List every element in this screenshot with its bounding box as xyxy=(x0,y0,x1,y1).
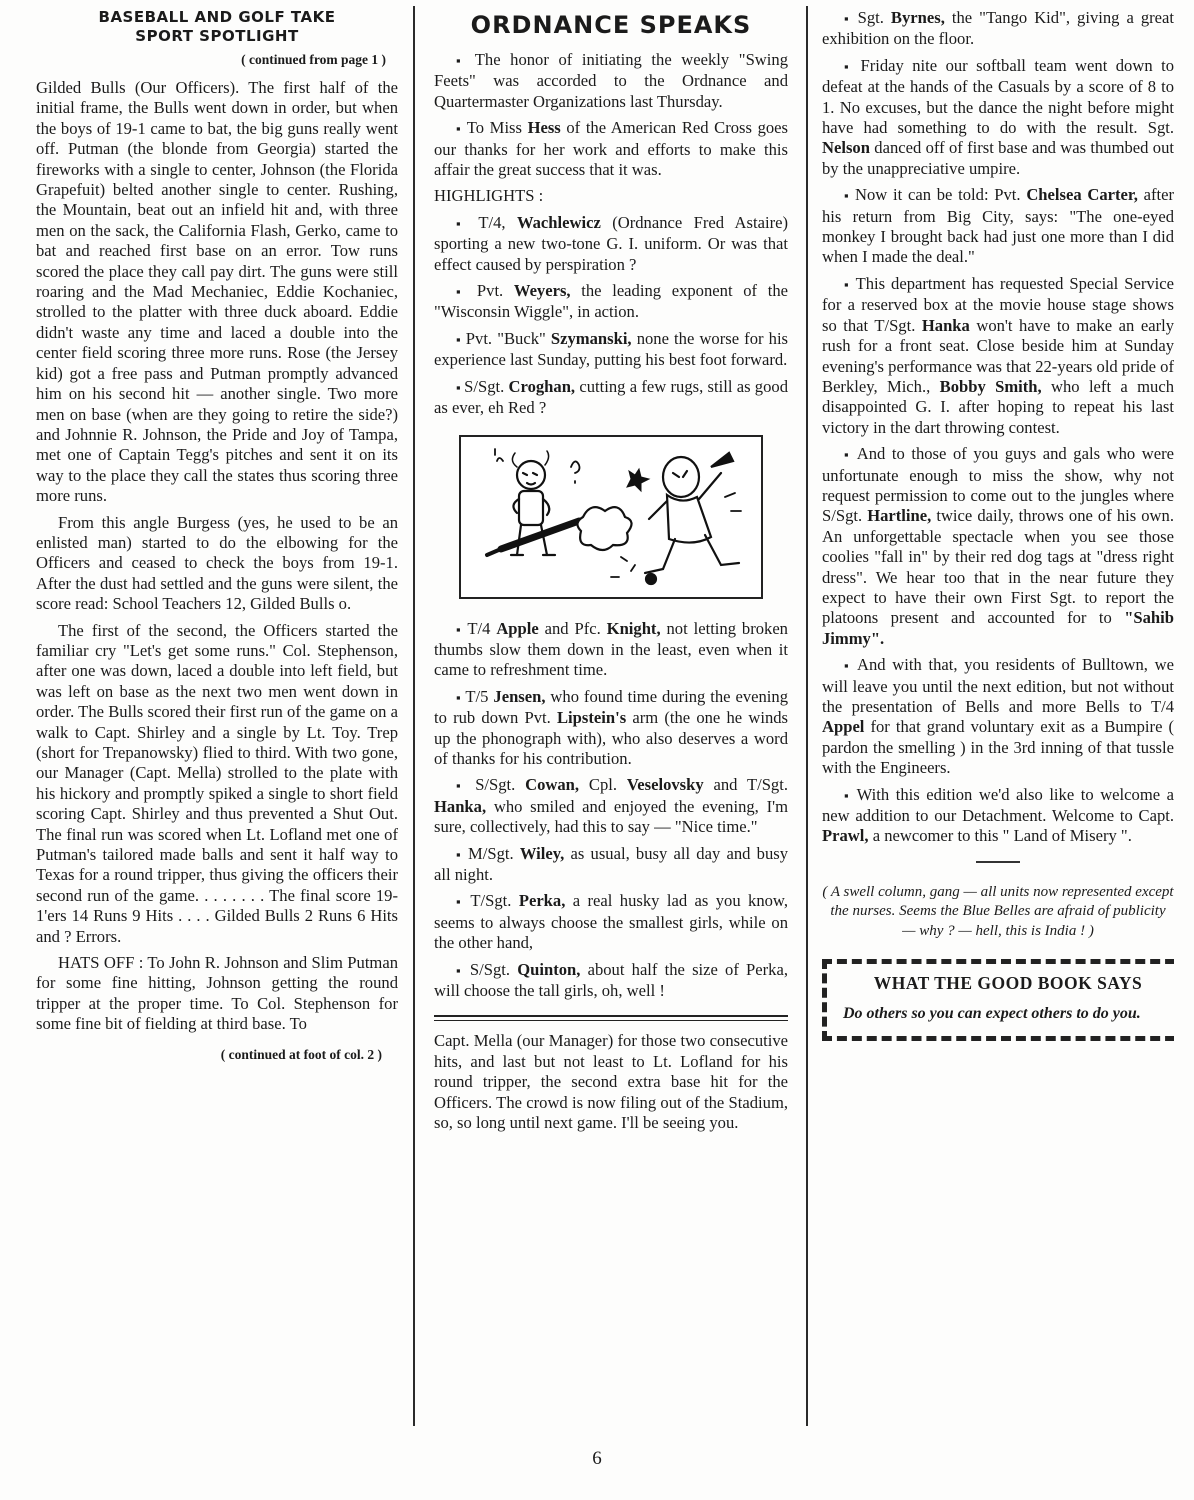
page-number: 6 xyxy=(592,1448,602,1469)
double-rule xyxy=(434,1015,788,1021)
article-paragraph: ▪ And with that, you residents of Bulltown, we will leave you until the next edition, but not without the presentation of Bells and more Bells to T/4 Appel for that grand voluntary exit as a Bumpire ( pardon the smelling ) in the 3rd inning of that tussle with the Engineers. xyxy=(822,655,1174,778)
article-paragraph: ▪ And to those of you guys and gals who were unfortunate enough to miss the show, why not request permission to come out to the jungles where S/Sgt. Hartline, twice daily, throws one of his own. An unforgettable spectacle when you see those coolies "fall in" by their red dog tags at "dress right dress". We hear too that in the near future they expect to have their own First Sgt. to report the platoons present and accounted for to "Sahib Jimmy". xyxy=(822,444,1174,649)
good-book-box xyxy=(822,959,1174,1041)
continued-at-note: ( continued at foot of col. 2 ) xyxy=(220,1046,382,1062)
highlight-item: ▪ S/Sgt. Croghan, cutting a few rugs, still as good as ever, eh Red ? xyxy=(434,377,788,419)
highlight-item: ▪ T/4, Wachlewicz (Ordnance Fred Astaire) sporting a new two-tone G. I. uniform. Or was that effect caused by perspiration ? xyxy=(434,213,788,275)
column-rule xyxy=(806,6,808,1426)
article-paragraph: ▪ Now it can be told: Pvt. Chelsea Carter, after his return from Big City, says: "The one-eyed monkey I brought back had just one more than I did when I made the deal." xyxy=(822,185,1174,268)
article-paragraph: ▪ This department has requested Special Service for a reserved box at the movie house stage shows so that T/Sgt. Hanka won't have to make an early rush for a front seat. Close beside him at Sunday evening's performance was that 22-years old pride of Berkley, Mich., Bobby Smith, who left a much disappointed G. I. after hoping to repeat his last victory in the dart throwing contest. xyxy=(822,274,1174,438)
cartoon-illustration xyxy=(459,435,763,599)
sports-continuation: Capt. Mella (our Manager) for those two consecutive hits, and last but not least to Lt. Lofland for his round tripper, the second extra base hit for the Officers. The crowd is now filing out of the Stadium, so, so long until next game. I'll be seeing you. xyxy=(434,1031,788,1133)
article-paragraph: ▪ The honor of initiating the weekly "Swing Feets" was accorded to the Ordnance and Quartermaster Organizations last Thursday. xyxy=(434,50,788,112)
highlight-item: ▪ T/5 Jensen, who found time during the evening to rub down Pvt. Lipstein's arm (the one he winds up the phonograph with), who also deserves a word of thanks for his contribution. xyxy=(434,687,788,770)
ordnance-heading: ORDNANCE SPEAKS xyxy=(470,11,752,39)
sports-heading: BASEBALL AND GOLF TAKE SPORT SPOTLIGHT xyxy=(98,8,336,45)
column-rule xyxy=(413,6,415,1426)
column-ordnance xyxy=(434,8,788,1428)
continued-from-note: ( continued from page 1 ) xyxy=(241,52,386,67)
article-paragraph: ▪ Friday nite our softball team went down to defeat at the hands of the Casuals by a score of 8 to 1. No excuses, but the dance the night before might have had something to do with the result. Sgt. Nelson danced off of first base and was thumbed out by the unappreciative umpire. xyxy=(822,56,1174,179)
highlight-item: ▪ Pvt. Weyers, the leading exponent of the "Wisconsin Wiggle", in action. xyxy=(434,281,788,323)
article-paragraph: ▪ With this edition we'd also like to welcome a new addition to our Detachment. Welcome to Capt. Prawl, a newcomer to this " Land of Misery ". xyxy=(822,785,1174,847)
highlight-item: ▪ S/Sgt. Quinton, about half the size of Perka, will choose the tall girls, oh, well ! xyxy=(434,960,788,1002)
column-ordnance-continued xyxy=(822,8,1174,1428)
article-paragraph: ▪ To Miss Hess of the American Red Cross goes our thanks for her work and efforts to make this affair the great success that it was. xyxy=(434,118,788,180)
highlights-label: HIGHLIGHTS : xyxy=(434,186,544,206)
highlight-item: ▪ M/Sgt. Wiley, as usual, busy all day and busy all night. xyxy=(434,844,788,886)
highlight-item: ▪ T/4 Apple and Pfc. Knight, not letting broken thumbs slow them down in the least, even when it came to refreshment time. xyxy=(434,619,788,681)
box-quote: Do others so you can expect others to do you. xyxy=(843,1005,1141,1023)
column-sports xyxy=(36,8,398,1428)
highlight-item: ▪ S/Sgt. Cowan, Cpl. Veselovsky and T/Sgt. Hanka, who smiled and enjoyed the evening, I'm sure, collectively, had this to say — "Nice time." xyxy=(434,775,788,837)
highlight-item: ▪ Sgt. Byrnes, the "Tango Kid", giving a great exhibition on the floor. xyxy=(822,8,1174,50)
short-rule xyxy=(976,861,1020,863)
article-paragraph: The first of the second, the Officers started the familiar cry "Let's get some runs." Col. Stephenson, after one was down, laced a double into left field, but was left on base as the next two men went down in order. The Bulls scored their first run of the game on a walk to Capt. Shirley and a single by Lt. Toy. Trep (short for Trepanowsky) flied to third. With two gone, our Manager (Capt. Mella) strolled to the plate with his hickory and promptly spiked a single to short field scoring Capt. Shirley and thus prevented a Shut Out. The final run was scored when Lt. Lofland met one of Putman's tailored made balls and sent it half way to Texas for a round tripper, thus giving the officers their second run of the game. . . . . . . . The final score 19-1'ers 14 Runs 9 Hits . . . . Gilded Bulls 2 Runs 6 Hits and ? Errors. xyxy=(36,620,398,946)
article-paragraph: HATS OFF : To John R. Johnson and Slim Putman for some fine hitting, Johnson getting the round tripper at the proper time. To Col. Stephenson for some fine bit of fielding at third base. To xyxy=(36,953,398,1034)
highlight-item: ▪ Pvt. "Buck" Szymanski, none the worse for his experience last Sunday, putting his best foot forward. xyxy=(434,329,788,371)
highlight-item: ▪ T/Sgt. Perka, a real husky lad as you know, seems to always choose the smallest girls, while on the other hand, xyxy=(434,891,788,953)
article-paragraph: From this angle Burgess (yes, he used to be an enlisted man) started to do the elbowing for the Officers and ceased to check the boys from 19-1. After the dust had settled and the guns were silent, the score read: School Teachers 12, Gilded Bulls o. xyxy=(36,512,398,614)
editor-note: ( A swell column, gang — all units now represented except the nurses. Seems the Blue Belles are afraid of publicity — why ? — hell, this is India ! ) xyxy=(822,883,1174,939)
box-title: WHAT THE GOOD BOOK SAYS xyxy=(873,973,1143,994)
article-paragraph: Gilded Bulls (Our Officers). The first half of the initial frame, the Bulls went down in order, but when the boys of 19-1 came to bat, the big guns really went off. Putman (the blonde from Georgia) started the fireworks with a single to center, Johnson (the Florida Grapefuit) belted another single to center. Rushing, the Mountain, beat out an infield hit and, with three men on the sack, the California Flash, Gerko, came to bat and reached first base on an error. Tow runs scored the place they call pay dirt. The guns were still roaring and the Mad Mechaniec, Eddie Kochaniec, strolled to the platter with three duck aboard. Eddie didn't waste any time and laced a double into the center field scoring three more runs. Rose (the Jersey kid) got a free pass and Putman promptly advanced him on his second hit — another single. Two more men on base (when are they going to retire the side?) and Johnnie R. Johnson, the Pride and Joy of Tampa, met one of Captain Tegg's pitches and sent it on its way to the place they call the states thus scoring three more runs. xyxy=(36,78,398,506)
